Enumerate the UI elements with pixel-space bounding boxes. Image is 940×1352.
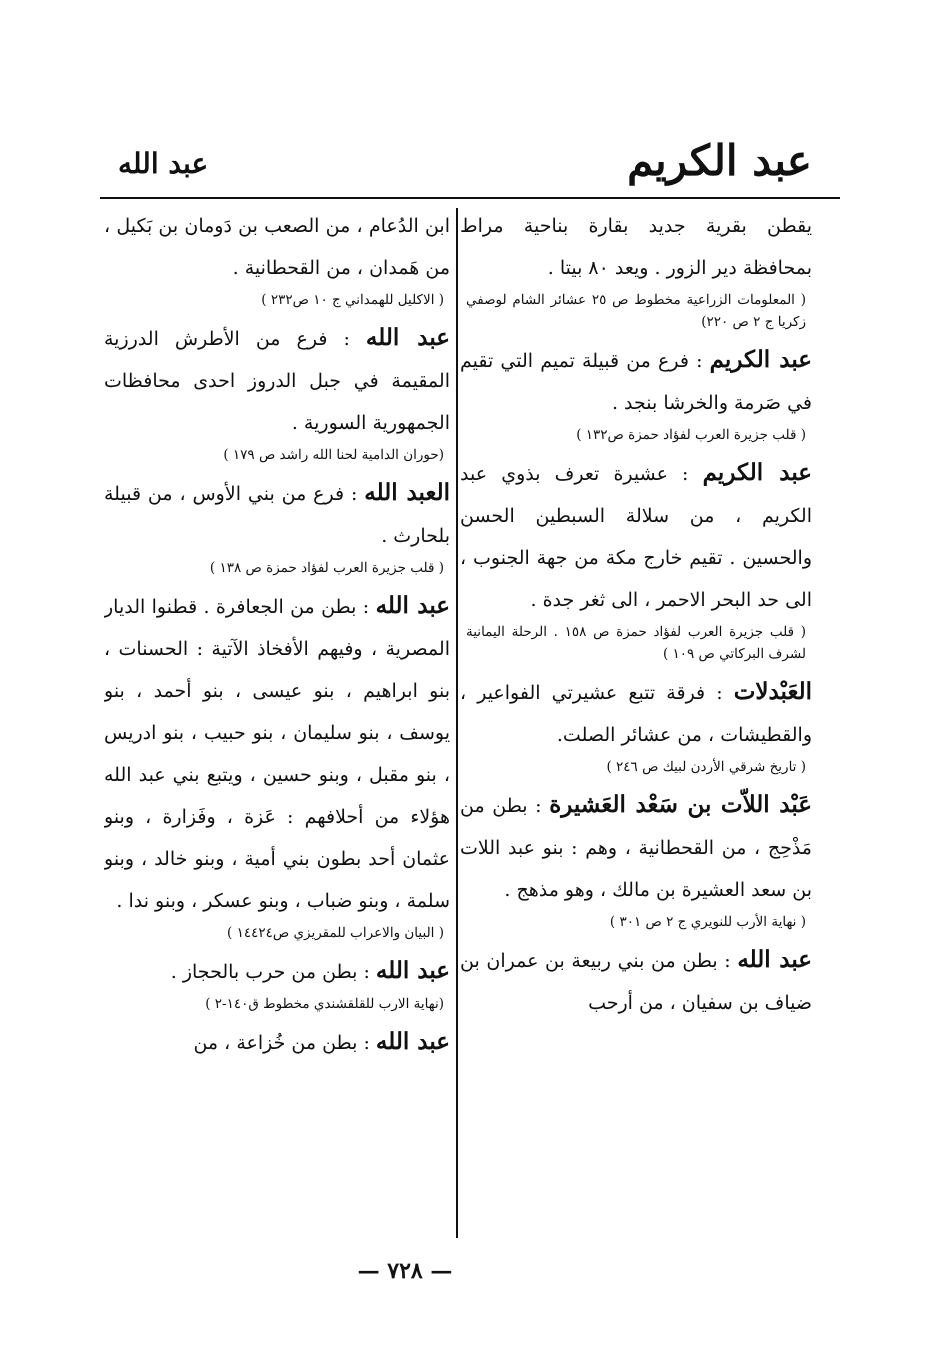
page-header-left: عبد الله: [118, 147, 209, 180]
page-number: — ٧٢٨ —: [357, 1258, 453, 1284]
reference: ( المعلومات الزراعية مخطوط ص ٢٥ عشائر الشام لوصفي زكريا ج ٢ ص ٢٢٠): [466, 292, 806, 330]
entry-head: عبد الله: [365, 324, 450, 351]
reference: ( الاكليل للهمداني ج ١٠ ص٢٣٢ ): [261, 292, 444, 308]
entry: [460, 784, 812, 911]
reference: ( البيان والاعراب للمقريزي ص١٤٤٢٤ ): [227, 925, 444, 941]
header-rule: [100, 197, 840, 199]
entry: [460, 671, 812, 756]
entry-text: : بطن من الجعافرة . قطنوا الديار المصرية ، وفيهم الأفخاذ الآتية : الحسنات ، بنو ابراهيم ، بنو عيسى ، بنو أحمد ، بنو يوسف ، بنو سليمان ، بنو حبيب ، بنو ادريس ، بنو مقبل ، وبنو حسين ، ويتبع بني عبد الله هؤلاء من أحلافهم : عَزة ، وفَزارة ، وبنو عثمان أحد بطون بني أمية ، وبنو خالد ، وبنو سلمة ، وبنو ضباب ، وبنو عسكر ، وبنو ندا .: [104, 596, 450, 912]
entry: [460, 205, 812, 289]
entry-head: العبد الله: [364, 479, 450, 506]
entry: [104, 472, 450, 557]
entry-text: ابن الدُعام ، من الصعب بن دَومان بن بَكيل ، من هَمدان ، من القحطانية .: [104, 215, 450, 279]
entry: [104, 585, 450, 922]
entry: [104, 205, 450, 289]
entry-text: : بطن من خُزاعة ، من: [193, 1032, 370, 1054]
entry-text: يقطن بقرية جديد بقارة بناحية مراط بمحافظة دير الزور . ويعد ٨٠ بيتا .: [460, 215, 812, 279]
entry: [104, 1021, 450, 1064]
entry-head: عبد الكريم: [702, 459, 812, 486]
right-column: [460, 205, 812, 1232]
entry-head: عبد الله: [375, 592, 450, 619]
entry: [460, 939, 812, 1024]
entry-text: : بطن من مَذْحِج ، من القحطانية ، وهم : بنو عبد اللات بن سعد العشيرة بن مالك ، وهو مذهج .: [460, 795, 812, 901]
entry-text: : عشيرة تعرف بذوي عبد الكريم ، من سلالة السبطين الحسن والحسين . تقيم خارج مكة من جهة الجنوب ، الى حد البحر الاحمر ، الى ثغر جدة .: [460, 463, 812, 611]
entry-text: : فرقة تتبع عشيرتي الفواعير ، والقطيشات ، من عشائر الصلت.: [460, 682, 812, 746]
reference: (حوران الدامية لحنا الله راشد ص ١٧٩ ): [223, 447, 444, 463]
entry-head: عبد الكريم: [709, 346, 812, 373]
reference: ( نهاية الأرب للنويري ج ٢ ص ٣٠١ ): [609, 914, 806, 930]
entry: [104, 950, 450, 993]
entry: [460, 452, 812, 621]
entry-text: : فرع من قبيلة تميم التي تقيم في صَرمة والخرشا بنجد .: [460, 350, 812, 414]
left-column: [104, 205, 450, 1232]
reference: ( تاريخ شرقي الأردن لبيك ص ٢٤٦ ): [606, 759, 806, 775]
entry-head: عبد الله: [375, 1028, 450, 1055]
entry-text: : بطن من حرب بالحجاز .: [170, 961, 370, 983]
column-divider: [456, 208, 458, 1238]
reference: ( قلب جزيرة العرب لفؤاد حمزة ص١٣٢ ): [576, 427, 806, 443]
page-header-right: عبد الكريم: [627, 136, 812, 185]
entry-text: : فرع من بني الأوس ، من قبيلة بلحارث .: [104, 483, 450, 547]
entry-head: العَبْدلات: [733, 678, 812, 705]
entry-head: عبد الله: [737, 946, 812, 973]
reference: ( قلب جزيرة العرب لفؤاد حمزة ص ١٣٨ ): [209, 560, 444, 576]
reference: (نهاية الارب للقلقشندي مخطوط ق١٤٠-٢ ): [205, 996, 444, 1012]
entry: [104, 317, 450, 444]
entry: [460, 339, 812, 424]
entry-text: : بطن من بني ربيعة بن عمران بن ضياف بن سفيان ، من أرحب: [460, 950, 812, 1014]
entry-text: : فرع من الأطرش الدرزية المقيمة في جبل الدروز احدى محافظات الجمهورية السورية .: [104, 328, 450, 434]
entry-head: عبد الله: [375, 957, 450, 984]
entry-head: عَبْد اللاّت بن سَعْد العَشيرة: [549, 791, 812, 818]
reference: ( قلب جزيرة العرب لفؤاد حمزة ص ١٥٨ . الرحلة اليمانية لشرف البركاتي ص ١٠٩ ): [466, 624, 806, 662]
